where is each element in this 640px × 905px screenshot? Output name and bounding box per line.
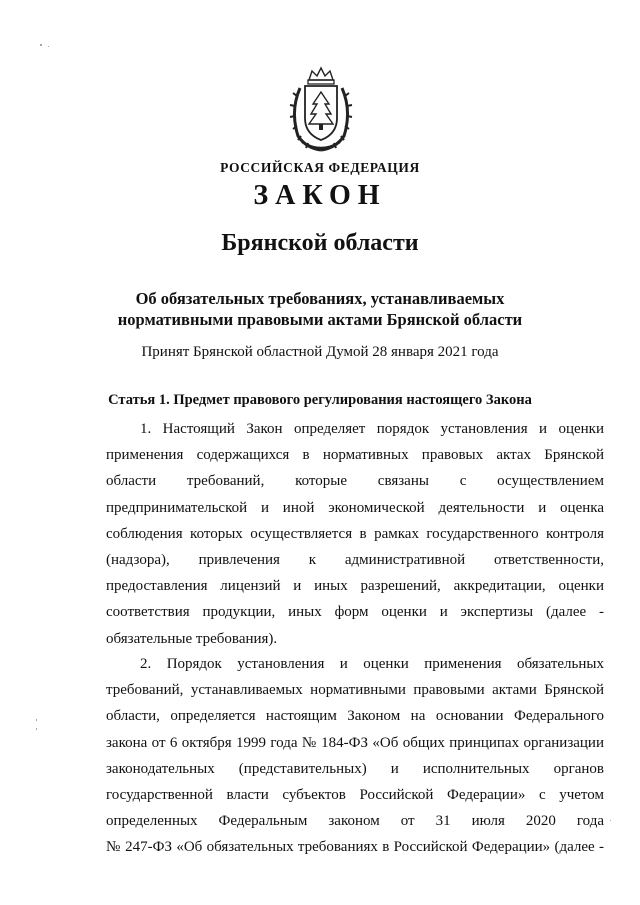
article-heading: Статья 1. Предмет правового регулирования настоящего Закона: [108, 392, 532, 408]
text-line: законодательных (представительных) и исполнительных органов: [106, 760, 604, 777]
paragraph-2: [106, 651, 604, 861]
text-line: применения содержащихся в нормативных правовых актах Брянской: [106, 447, 604, 464]
text-line: обязательные требования).: [106, 630, 278, 647]
region-heading: Брянской области: [221, 230, 419, 256]
text-line: предпринимательской и иной экономической деятельности и оценка: [106, 499, 604, 516]
document-type-heading: ЗАКОН: [253, 180, 387, 211]
scan-speck: [36, 719, 37, 721]
paragraph-1: [106, 416, 604, 652]
law-title-line: нормативными правовыми актами Брянской области: [117, 310, 523, 329]
text-line: (надзора), привлечения к административной ответственности,: [106, 551, 604, 568]
adoption-statement: Принят Брянской областной Думой 28 января 2021 года: [141, 344, 499, 360]
law-title-line: Об обязательных требованиях, устанавливаемых: [135, 289, 505, 308]
text-line: № 247-ФЗ «Об обязательных требованиях в Российской Федерации» (далее -: [106, 839, 604, 856]
text-line: требований, устанавливаемых нормативными правовыми актами Брянской: [106, 682, 604, 699]
scan-speck: [36, 728, 37, 730]
text-line: соответствия продукции, иных форм оценки и экспертизы (далее -: [106, 604, 604, 621]
text-line: закона от 6 октября 1999 года № 184-ФЗ «Об общих принципах организации: [106, 734, 604, 751]
scan-speck: [48, 46, 49, 47]
federation-heading: РОССИЙСКАЯ ФЕДЕРАЦИЯ: [220, 160, 420, 175]
text-line: 1. Настоящий Закон определяет порядок установления и оценки: [140, 421, 604, 437]
text-line: определенных Федеральным законом от 31 июля 2020 года: [106, 813, 604, 830]
text-line: области требований, которые связаны с осуществлением: [106, 473, 604, 490]
text-line: государственной власти субъектов Российской Федерации» с учетом: [106, 786, 604, 803]
text-line: предоставления лицензий и иных разрешений, аккредитации, оценки: [106, 578, 604, 595]
bryansk-coat-of-arms-emblem: [288, 66, 354, 152]
text-line: области, определяется настоящим Законом на основании Федерального: [106, 708, 604, 725]
scan-speck: [40, 44, 42, 46]
law-title: [0, 288, 640, 330]
text-line: 2. Порядок установления и оценки применения обязательных: [140, 656, 604, 672]
text-line: соблюдения которых осуществляется в рамках государственного контроля: [106, 525, 604, 542]
scan-speck: [610, 820, 611, 821]
